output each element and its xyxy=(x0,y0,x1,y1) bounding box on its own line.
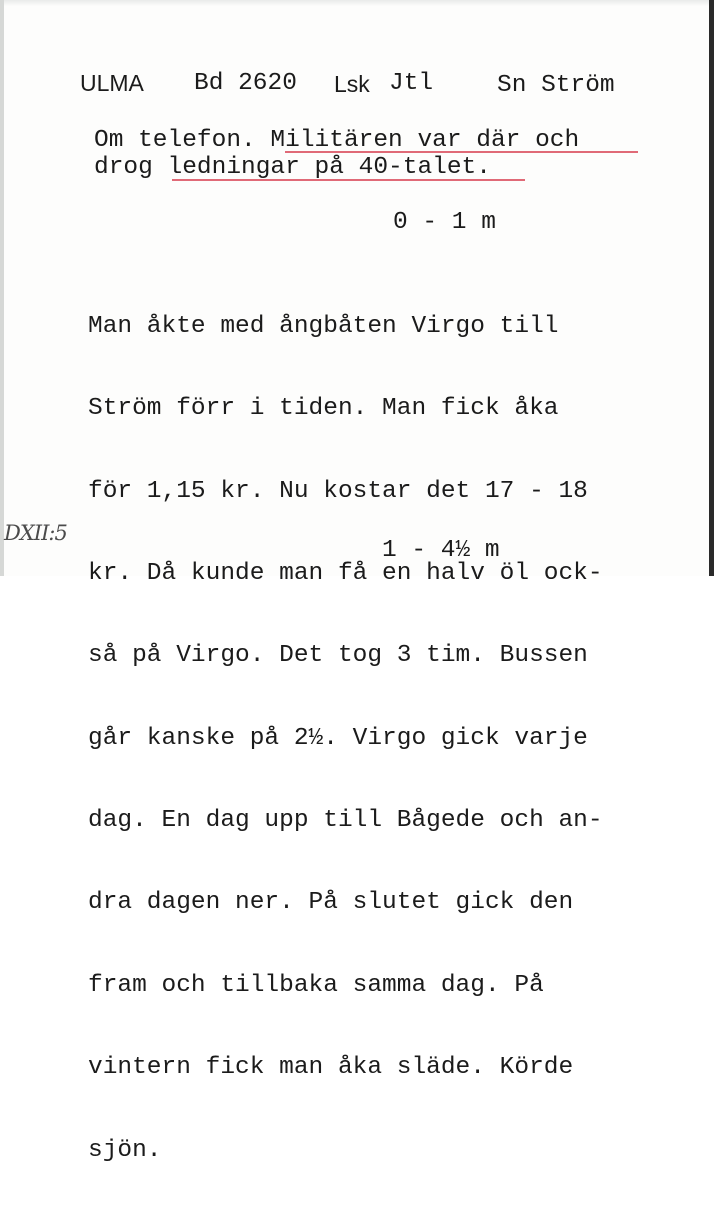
entry-1-line-2: drog ledningar på 40-talet. xyxy=(94,154,491,181)
district-code: Lsk xyxy=(334,71,370,97)
record-number: Bd 2620 xyxy=(194,70,297,97)
entry-2-measure: 1 - 4½ m xyxy=(382,537,500,564)
entry-2-line: dra dagen ner. På slutet gick den xyxy=(88,889,574,917)
underline-2 xyxy=(172,179,525,181)
entry-2-line: så på Virgo. Det tog 3 tim. Bussen xyxy=(88,642,588,670)
archive-code: ULMA xyxy=(80,70,144,96)
entry-2-line: Ström förr i tiden. Man fick åka xyxy=(88,395,559,423)
parish-name: Sn Ström xyxy=(497,72,615,99)
entry-2-line: vintern fick man åka släde. Körde xyxy=(88,1054,574,1082)
margin-note: DXII:5 xyxy=(4,521,67,545)
entry-1-line-1: Om telefon. Militären var där och xyxy=(94,127,580,154)
entry-2-line: fram och tillbaka samma dag. På xyxy=(88,971,544,999)
entry-2-line: för 1,15 kr. Nu kostar det 17 - 18 xyxy=(88,477,588,505)
card-top-edge xyxy=(0,0,714,6)
underline-1 xyxy=(285,151,638,153)
card-left-edge xyxy=(0,0,4,576)
entry-2-text xyxy=(88,258,603,1219)
entry-2-line: går kanske på 2½. Virgo gick varje xyxy=(88,724,588,752)
card-right-edge xyxy=(709,0,714,576)
county-code: Jtl xyxy=(389,70,434,97)
entry-1-measure: 0 - 1 m xyxy=(393,209,496,236)
entry-2-line: sjön. xyxy=(88,1136,162,1164)
entry-2-line: kr. Då kunde man få en halv öl ock- xyxy=(88,559,603,587)
entry-2-line: dag. En dag upp till Bågede och an- xyxy=(88,807,603,835)
entry-2-line: Man åkte med ångbåten Virgo till xyxy=(88,312,559,340)
